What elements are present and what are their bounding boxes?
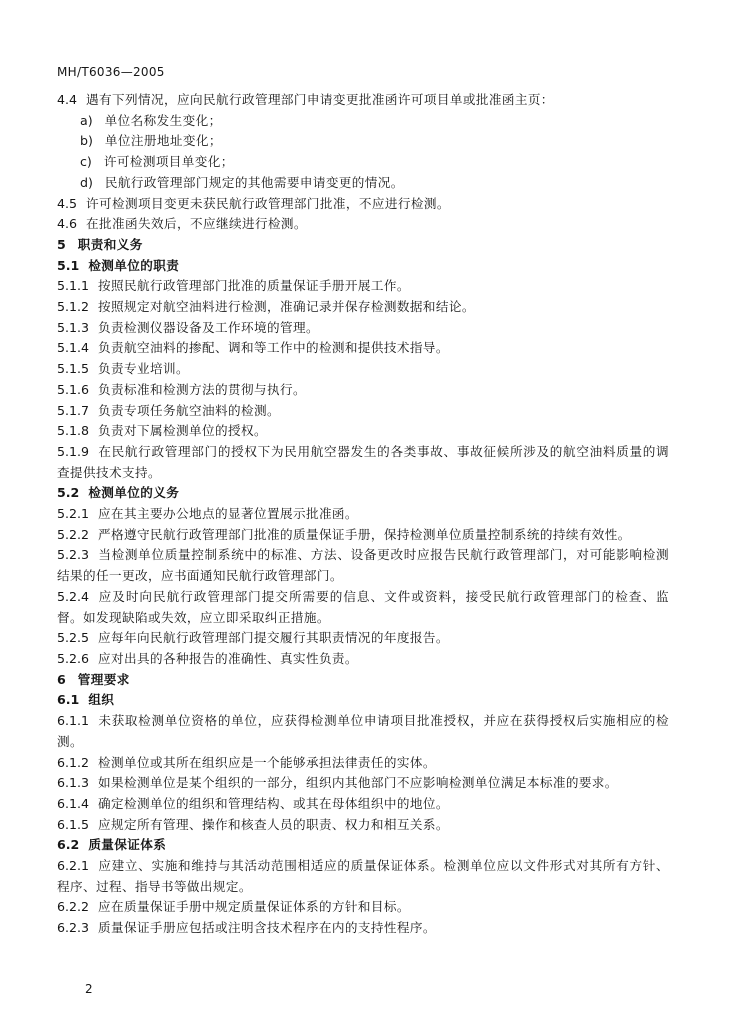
clause-number: 6.1.2 [57,754,90,770]
clause-5-2-2 [57,525,669,546]
clause-text: 遇有下列情况，应向民航行政管理部门申请变更批准函许可项目单或批准函主页： [86,92,554,107]
standard-code-header: MH/T6036—2005 [57,65,165,79]
list-item-c [57,152,669,173]
list-item-label: a) [80,112,93,128]
clause-number: 4.5 [57,195,78,211]
document-body [57,90,669,939]
clause-number: 5.2.4 [57,588,90,604]
clause-text: 负责航空油料的掺配、调和等工作中的检测和提供技术指导。 [98,340,449,356]
list-item-b [57,131,669,152]
clause-number: 5.1.6 [57,381,90,397]
clause-text: 负责检测仪器设备及工作环境的管理。 [98,319,319,335]
clause-number: 5.1.3 [57,319,90,335]
section-number: 6 [57,671,66,687]
section-heading-6 [57,670,669,691]
clause-number: 6.2.1 [57,858,90,874]
clause-6-1-2 [57,753,669,774]
clause-5-1-8 [57,421,669,442]
clause-5-1-9 [57,442,669,483]
subsection-number: 6.2 [57,837,80,853]
subsection-title: 质量保证体系 [88,837,167,853]
subsection-heading-5-1 [57,256,669,277]
clause-text: 未获取检测单位资格的单位，应获得检测单位申请项目批准授权，并应在获得授权后实施相应的检测。 [57,713,669,749]
clause-number: 5.2.3 [57,547,90,563]
clause-4-4 [57,90,669,111]
clause-text: 严格遵守民航行政管理部门批准的质量保证手册，保持检测单位质量控制系统的持续有效性。 [98,526,631,542]
clause-text: 在批准函失效后，不应继续进行检测。 [86,216,307,232]
clause-number: 5.2.2 [57,526,90,542]
list-item-label: d) [80,174,93,190]
list-item-text: 民航行政管理部门规定的其他需要申请变更的情况。 [104,174,404,190]
clause-number: 5.1.5 [57,361,90,377]
subsection-title: 检测单位的职责 [88,257,180,273]
subsection-number: 6.1 [57,692,80,708]
subsection-number: 5.1 [57,257,80,273]
clause-6-2-1 [57,856,669,897]
list-item-a [57,111,669,132]
clause-number: 5.2.6 [57,650,90,666]
clause-text: 检测单位或其所在组织应是一个能够承担法律责任的实体。 [98,754,436,770]
clause-5-2-4 [57,587,669,628]
clause-number: 5.1.1 [57,278,90,294]
clause-number: 5.1.4 [57,340,90,356]
subsection-heading-6-1 [57,690,669,711]
clause-text: 负责专业培训。 [98,361,190,377]
list-item-label: b) [80,133,93,149]
clause-text: 应建立、实施和维持与其活动范围相适应的质量保证体系。检测单位应以文件形式对其所有方针、程序、过程、指导书等做出规定。 [57,858,669,894]
section-number: 5 [57,236,66,252]
clause-5-2-1 [57,504,669,525]
clause-text: 按照民航行政管理部门批准的质量保证手册开展工作。 [98,278,410,294]
list-item-label: c) [80,154,92,170]
clause-6-2-3 [57,918,669,939]
clause-6-2-2 [57,897,669,918]
list-item-text: 单位注册地址变化； [104,133,222,149]
clause-number: 4.6 [57,216,78,232]
subsection-heading-6-2 [57,835,669,856]
clause-6-1-5 [57,815,669,836]
subsection-number: 5.2 [57,485,80,501]
clause-text: 应在质量保证手册中规定质量保证体系的方针和目标。 [98,899,410,915]
clause-5-1-5 [57,359,669,380]
clause-text: 应对出具的各种报告的准确性、真实性负责。 [98,650,358,666]
clause-number: 6.1.4 [57,795,90,811]
clause-text: 负责对下属检测单位的授权。 [98,423,267,439]
clause-6-1-4 [57,794,669,815]
clause-text: 应每年向民航行政管理部门提交履行其职责情况的年度报告。 [98,630,449,646]
clause-text: 当检测单位质量控制系统中的标准、方法、设备更改时应报告民航行政管理部门，对可能影响检测结果的任一更改，应书面通知民航行政管理部门。 [57,547,669,584]
clause-4-6 [57,214,669,235]
clause-5-1-7 [57,401,669,422]
page-number: 2 [85,982,93,996]
list-item-d [57,173,669,194]
clause-5-2-6 [57,649,669,670]
clause-number: 5.2.5 [57,630,90,646]
list-item-text: 许可检测项目单变化； [103,154,234,170]
subsection-title: 检测单位的义务 [88,485,180,501]
clause-5-1-4 [57,338,669,359]
clause-5-1-3 [57,318,669,339]
clause-number: 6.1.1 [57,713,90,729]
clause-5-1-6 [57,380,669,401]
clause-number: 6.1.5 [57,816,90,832]
section-title: 职责和义务 [77,236,143,252]
clause-number: 6.1.3 [57,775,90,791]
clause-5-2-3 [57,545,669,586]
clause-text: 如果检测单位是某个组织的一部分，组织内其他部门不应影响检测单位满足本标准的要求。 [98,775,618,791]
clause-5-1-2 [57,297,669,318]
clause-text: 许可检测项目变更未获民航行政管理部门批准，不应进行检测。 [86,195,450,211]
section-heading-5 [57,235,669,256]
clause-text: 应在其主要办公地点的显著位置展示批准函。 [98,506,358,522]
clause-text: 在民航行政管理部门的授权下为民用航空器发生的各类事故、事故征候所涉及的航空油料质量的调查提供技术支持。 [57,443,669,480]
clause-4-5 [57,194,669,215]
clause-number: 5.1.2 [57,299,90,315]
clause-5-2-5 [57,628,669,649]
clause-text: 负责标准和检测方法的贯彻与执行。 [98,381,306,397]
clause-number: 5.1.7 [57,402,90,418]
clause-number: 6.2.3 [57,920,90,936]
clause-text: 质量保证手册应包括或注明含技术程序在内的支持性程序。 [98,920,436,936]
clause-text: 按照规定对航空油料进行检测，准确记录并保存检测数据和结论。 [98,299,475,315]
list-item-text: 单位名称发生变化； [104,112,222,128]
clause-text: 应及时向民航行政管理部门提交所需要的信息、文件或资料，接受民航行政管理部门的检查、监督。如发现缺陷或失效，应立即采取纠正措施。 [57,588,669,625]
clause-number: 5.1.9 [57,443,90,459]
clause-number: 6.2.2 [57,899,90,915]
clause-text: 应规定所有管理、操作和核查人员的职责、权力和相互关系。 [98,816,449,832]
clause-6-1-1 [57,711,669,752]
clause-5-1-1 [57,276,669,297]
clause-number: 4.4 [57,92,78,107]
subsection-heading-5-2 [57,483,669,504]
clause-text: 负责专项任务航空油料的检测。 [98,402,280,418]
subsection-title: 组织 [88,692,115,708]
clause-number: 5.2.1 [57,506,90,522]
clause-number: 5.1.8 [57,423,90,439]
section-title: 管理要求 [77,671,130,687]
clause-6-1-3 [57,773,669,794]
clause-text: 确定检测单位的组织和管理结构、或其在母体组织中的地位。 [98,795,449,811]
